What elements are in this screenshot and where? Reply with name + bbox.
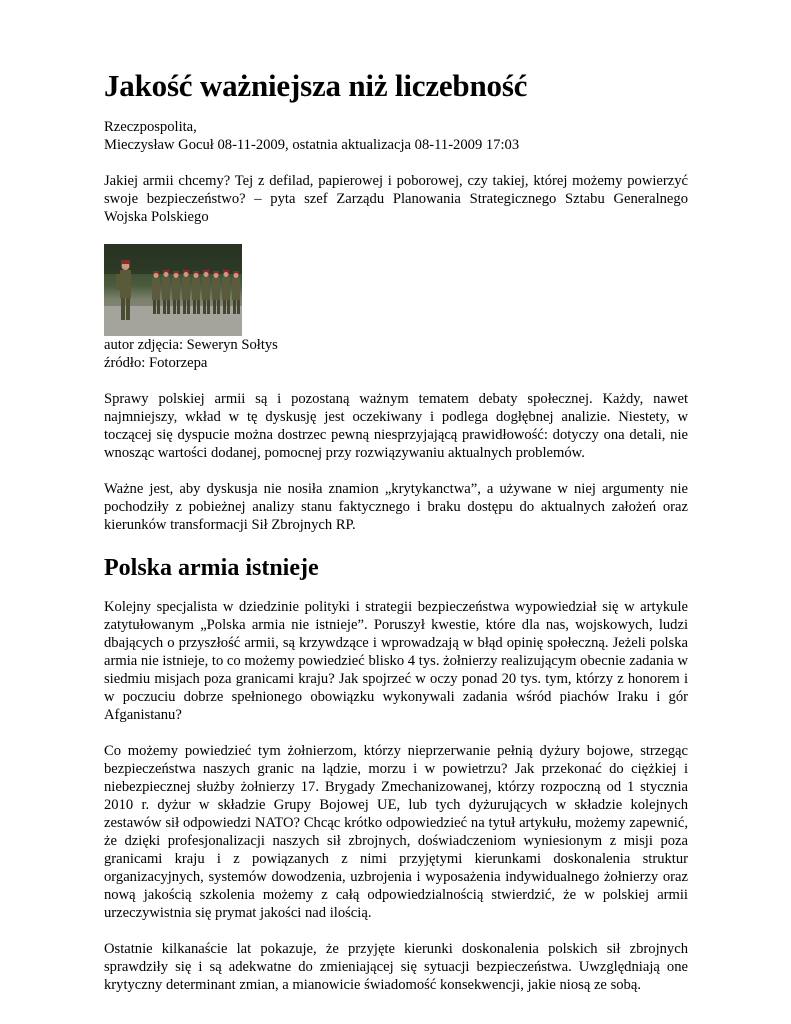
paragraph: Kolejny specjalista w dziedzinie polityki i strategii bezpieczeństwa wypowiedział się w artykule zatytułowanym „Polska armia nie istnieje”. Poruszył kwestie, które dla nas, wojskowych, ludzi dbających o przyszłość armii, są krzywdzące i wprowadzają w błąd opinię społeczną. Jeżeli polska armia nie istnieje, to co możemy powiedzieć blisko 4 tys. żołnierzy realizującym obecnie zadania w siedmiu misjach poza granicami kraju? Jak spojrzeć w oczy ponad 20 tys. tym, którzy z honorem i w poczuciu dobrze spełnionego obowiązku wykonywali zadania wśród piachów Iraku i gór Afganistanu? <box>104 599 688 723</box>
photo-author: autor zdjęcia: Seweryn Sołtys <box>104 337 278 353</box>
article-byline: Mieczysław Gocuł 08-11-2009, ostatnia aktualizacja 08-11-2009 17:03 <box>104 137 520 153</box>
article-title: Jakość ważniejsza niż liczebność <box>104 68 528 103</box>
article <box>104 66 688 1012</box>
section-heading: Polska armia istnieje <box>104 555 319 581</box>
soldiers-parade-photo <box>104 244 242 336</box>
photo-source: źródło: Fotorzepa <box>104 355 208 371</box>
article-source: Rzeczpospolita, <box>104 119 197 135</box>
paragraph: Ostatnie kilkanaście lat pokazuje, że przyjęte kierunki doskonalenia polskich sił zbrojnych sprawdziły się i są adekwatne do zmieniającej się sytuacji bezpieczeństwa. Uwzględniają one krytyczny determinant zmian, a mianowicie świadomość konsekwencji, jakie niosą ze sobą. <box>104 941 688 993</box>
paragraph: Ważne jest, aby dyskusja nie nosiła znamion „krytykanctwa”, a używane w niej argumenty nie pochodziły z pobieżnej analizy stanu faktycznego i braku dostępu do aktualnych założeń oraz kierunków transformacji Sił Zbrojnych RP. <box>104 481 688 533</box>
photo-caption <box>104 336 688 372</box>
paragraph: Co możemy powiedzieć tym żołnierzom, którzy nieprzerwanie pełnią dyżury bojowe, strzegąc bezpieczeństwa naszych granic na lądzie, morzu i w powietrzu? Jak przekonać do ciężkiej i niebezpiecznej służby żołnierzy 17. Brygady Zmechanizowanej, którzy rozpoczną od 1 stycznia 2010 r. dyżur w składzie Grupy Bojowej UE, lub tych dyżurujących w składzie kolejnych zestawów sił odpowiedzi NATO? Chcąc krótko odpowiedzieć na tytuł artykułu, możemy zapewnić, że dzięki profesjonalizacji naszych sił zbrojnych, doświadczeniom wyniesionym z misji poza granicami kraju i z powiązanych z nimi przyjętymi kierunkami doskonalenia struktur organizacyjnych, systemów dowodzenia, uzbrojenia i wyposażenia indywidualnego żołnierzy oraz nową jakością szkolenia możemy z całą odpowiedzialnością stwierdzić, że w polskiej armii urzeczywistnia się prymat jakości nad ilością. <box>104 743 688 921</box>
paragraph: Sprawy polskiej armii są i pozostaną ważnym tematem debaty społecznej. Każdy, nawet najmniejszy, wkład w tę dyskusję jest oczekiwany i podlega dogłębnej analizie. Niestety, w toczącej się dyspucie można dostrzec pewną niesprzyjającą prawidłowość: dotyczy ona detali, nie wnosząc wartości dodanej, pomocnej przy rozwiązywaniu aktualnych problemów. <box>104 391 688 461</box>
article-lead: Jakiej armii chcemy? Tej z defilad, papierowej i poborowej, czy takiej, której możemy powierzyć swoje bezpieczeństwo? – pyta szef Zarządu Planowania Strategicznego Sztabu Generalnego Wojska Polskiego <box>104 173 688 225</box>
article-photo <box>104 244 242 336</box>
article-meta <box>104 118 688 154</box>
